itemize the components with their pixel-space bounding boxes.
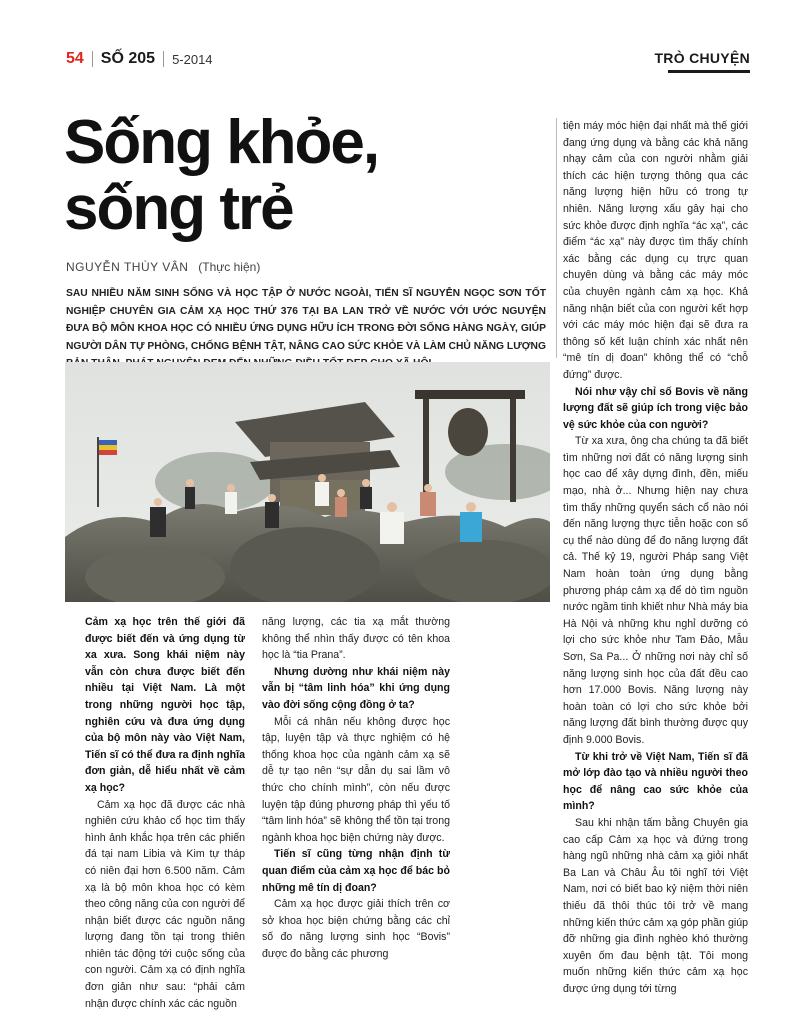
page-header — [66, 50, 750, 72]
section-underline — [668, 70, 750, 73]
text-column-2 — [262, 614, 450, 1014]
answer-paragraph: Từ xa xưa, ông cha chúng ta đã biết tìm những nơi đất có năng lượng sinh học cao để xây dựng đình, đền, miếu mạo, nhà ở... Nhưng hiện nay chưa tìm thấy những quyển sách cổ nào nói đến năng lượng thực tiễn hoặc con số cụ thể nào dùng để đo năng lượng đất cả. Thế kỷ 19, người Pháp sang Việt Nam hoàn toàn ứng dụng bằng phương pháp cảm xạ để dò tìm nguồn nước ngầm tinh khiết như Nhà máy bia Hà Nội và những khu nghỉ dưỡng có lợi cho sức khỏe như Tam Đảo, Mẫu Sơn, Sa Pa... Ở những nơi này chỉ số năng lượng sinh học của đất đều cao hơn 17.000 Bovis. Năng lượng này hoàn toàn có lợi cho sức khỏe bởi năng lượng đất bình thường được quy định 9.000 Bovis. — [563, 435, 748, 746]
section-title: TRÒ CHUYỆN — [654, 50, 750, 66]
answer-paragraph: Cảm xạ học đã được các nhà nghiên cứu khảo cổ học tìm thấy hình ảnh khắc họa trên các phiến đá tại nam Libia và Kim tự tháp có niên đại hơn 6.500 năm. Cảm xạ là bộ môn khoa học có kèm theo công năng của con người để nhận biết được các nguồn năng lượng đang tồn tại trong thiên nhiên tác động tới cuộc sống của con người. Cảm xạ có định nghĩa đơn giản như sau: “phải cảm nhận được chính xác các nguồn — [85, 798, 245, 1010]
issue-date: 5-2014 — [172, 51, 213, 67]
answer-paragraph: Sau khi nhận tấm bằng Chuyên gia cao cấp Cảm xạ học và đứng trong hàng ngũ những nhà cảm xạ giỏi nhất Ba Lan và Châu Âu tôi nghĩ tới Việt Nam, nơi có biết bao kỷ niệm thời niên thiếu đã thôi thúc tôi trở về mang những kiến thức cảm xạ góp phần giúp đỡ những gia đình nghèo khó thường xuyên ốm đau bệnh tật. Tôi mong muốn những kiến thức cảm xạ học được ứng dụng tới từng — [563, 816, 748, 995]
issue-info — [66, 50, 213, 68]
title-line-2: sống trẻ — [64, 174, 293, 243]
page-number: 54 — [66, 50, 84, 67]
answer-paragraph: Mỗi cá nhân nếu không được học tập, luyện tập và thực nghiệm có hệ thống khoa học của ngành cảm xạ sẽ dễ tự tạo nên “sự dẫn dụ sai lầm vô thức cho chính mình”, còn nếu được luyện tập đúng phương pháp thì yếu tố “tâm linh hóa” sẽ không thể tồn tại trong ngành khoa học biện chứng này được. — [262, 715, 450, 844]
divider — [163, 51, 164, 67]
article-photo — [65, 362, 550, 602]
answer-paragraph: tiện máy móc hiện đại nhất mà thế giới đang ứng dụng và bằng các khả năng nhạy cảm của con người nhằm giải thích các hiện tượng thông qua các năng lượng hiện hữu có trong tự nhiên. Năng lượng xấu gây hại cho sức khỏe được định nghĩa “ác xạ”, các điểm “ác xạ” này được tìm thấy chính xác bằng các dụng cụ trực quan chuyên dùng và bằng các máy móc của chuyên ngành cảm xạ học. Khả năng nhận biết của con người kết hợp với các máy móc hiện đại sẽ đưa ra thông số kết luận chính xác nhất nên “mê tín dị đoan” không thể có “chỗ đứng” được. — [563, 120, 748, 381]
article-title — [64, 110, 534, 242]
answer-paragraph: Cảm xạ học được giải thích trên cơ sở khoa học biện chứng bằng các chỉ số đo năng lượng sinh học “Bovis” được đo bằng các phương — [262, 898, 450, 960]
author-name: NGUYỄN THÙY VÂN — [66, 260, 189, 274]
text-column-1 — [85, 614, 245, 1014]
interview-question: Cảm xạ học trên thế giới đã được biết đến và ứng dụng từ xa xưa. Song khái niệm này vẫn còn chưa được biết đến nhiều tại Việt Nam. Là một trong những người học tập, nghiên cứu và đưa ứng dụng của bộ môn này vào Việt Nam, Tiến sĩ có thể đưa ra định nghĩa đơn giản, dễ hiểu nhất về cảm xạ học? — [85, 616, 245, 794]
interview-question: Tiến sĩ cũng từng nhận định từ quan điểm của cảm xạ học để bác bỏ những mê tín dị đoan? — [262, 848, 450, 894]
text-column-3 — [563, 118, 748, 1014]
divider — [92, 51, 93, 67]
title-line-1: Sống khỏe, — [64, 108, 379, 177]
issue-number: SỐ 205 — [100, 50, 156, 67]
column-divider — [556, 118, 557, 358]
author-role: (Thực hiện) — [198, 260, 261, 274]
byline — [66, 260, 260, 274]
answer-paragraph: năng lượng, các tia xạ mắt thường không thể nhìn thấy được có tên khoa học là “tia Prana”. — [262, 616, 450, 662]
interview-question: Nói như vậy chỉ số Bovis về năng lượng đất sẽ giúp ích trong việc bảo vệ sức khỏe của con người? — [563, 385, 748, 431]
interview-question: Nhưng dường như khái niệm này vẫn bị “tâm linh hóa” khi ứng dụng vào đời sống cộng đồng ở ta? — [262, 665, 450, 711]
interview-question: Từ khi trở về Việt Nam, Tiến sĩ đã mở lớp đào tạo và nhiều người theo học để nâng cao sức khỏe của mình? — [563, 750, 748, 813]
lead-paragraph: SAU NHIỀU NĂM SINH SỐNG VÀ HỌC TẬP Ở NƯỚC NGOÀI, TIẾN SĨ NGUYỄN NGỌC SƠN TỐT NGHIỆP CHUYÊN GIA CẢM XẠ HỌC THỨ 376 TẠI BA LAN TRỞ VỀ NƯỚC VỚI ƯỚC NGUYỆN ĐƯA BỘ MÔN KHOA HỌC CÓ NHIỀU ỨNG DỤNG HỮU ÍCH TRONG ĐỜI SỐNG HÀNG NGÀY, GIÚP NGƯỜI DÂN TỰ PHÒNG, CHỐNG BỆNH TẬT, NÂNG CAO SỨC KHỎE VÀ LÀM CHỦ NĂNG LƯỢNG — [66, 288, 546, 352]
